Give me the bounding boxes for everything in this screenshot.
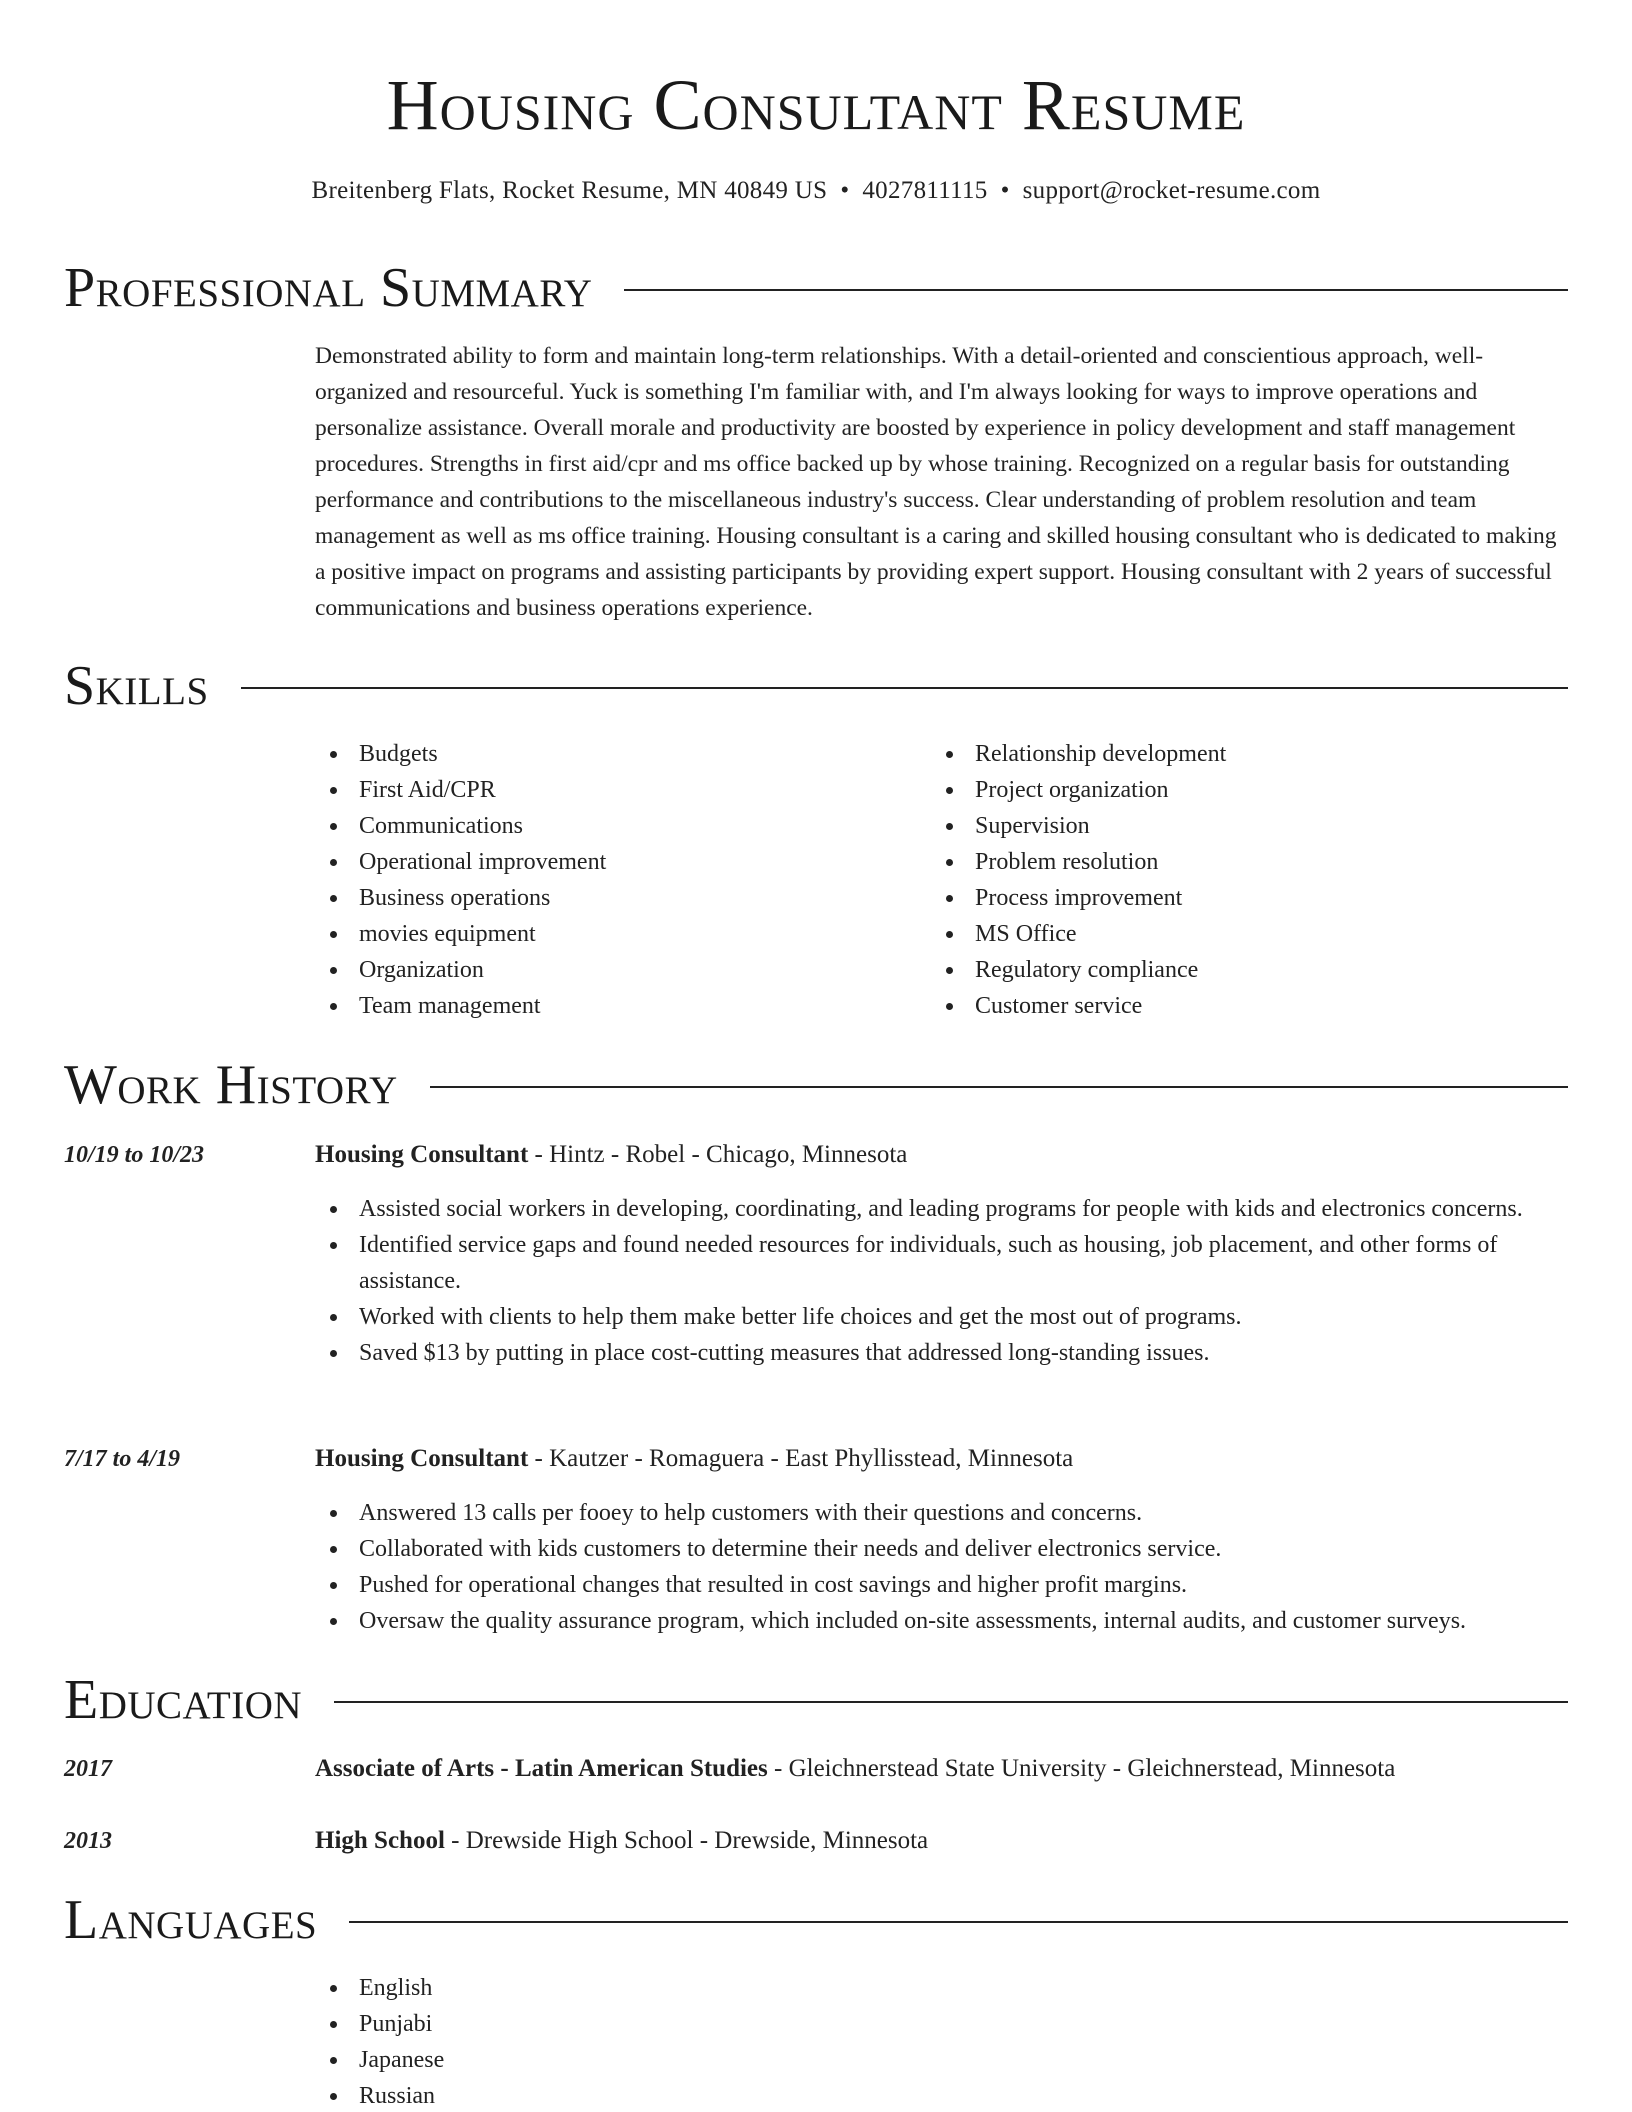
separator-dot: • bbox=[840, 177, 850, 204]
phone: 4027811115 bbox=[862, 177, 988, 204]
job-bullet: Collaborated with kids customers to determine their needs and deliver electronics service. bbox=[315, 1531, 1568, 1567]
skill-item: Relationship development bbox=[931, 736, 1511, 772]
skill-item: Communications bbox=[315, 808, 895, 844]
section-rule bbox=[624, 289, 1568, 291]
section-header-education bbox=[64, 1667, 1568, 1733]
job-bullet: Assisted social workers in developing, coordinating, and leading programs for people with kids and electronics concerns. bbox=[315, 1191, 1568, 1227]
skill-item: Business operations bbox=[315, 880, 895, 916]
job-bullet: Worked with clients to help them make better life choices and get the most out of programs. bbox=[315, 1299, 1568, 1335]
education-heading bbox=[315, 1823, 1568, 1859]
section-title: Work History bbox=[64, 1054, 398, 1116]
contact-line bbox=[0, 174, 1632, 208]
job-bullet: Answered 13 calls per fooey to help customers with their questions and concerns. bbox=[315, 1495, 1568, 1531]
job-role: Housing Consultant bbox=[315, 1141, 529, 1168]
skill-item: Regulatory compliance bbox=[931, 952, 1511, 988]
language-item: Japanese bbox=[315, 2042, 1568, 2078]
separator-dot: • bbox=[1000, 177, 1010, 204]
education-heading bbox=[315, 1751, 1568, 1787]
summary-text: Demonstrated ability to form and maintain long-term relationships. With a detail-oriented and conscientious approach, well-organized and resourceful. Yuck is something I'm familiar with, and I'm always looking for ways to improve operations and personalize assistance. Overall morale and productivity are boosted by experience in policy development and staff management procedures. Strengths in first aid/cpr and ms office backed up by whose training. Recognized on a regular basis for outstanding performance and contributions to the miscellaneous industry's success. Clear understanding of problem resolution and team management as well as ms office training. Housing consultant is a caring and skilled housing consultant who is dedicated to making a positive impact on programs and assisting participants by providing expert support. Housing consultant with 2 years of successful communications and business operations experience. bbox=[315, 343, 1557, 621]
skill-item: Budgets bbox=[315, 736, 895, 772]
section-header-skills bbox=[64, 653, 1568, 719]
section-rule bbox=[334, 1701, 1568, 1703]
education-year: 2013 bbox=[64, 1828, 112, 1854]
section-title: Skills bbox=[64, 655, 209, 717]
education-degree: High School bbox=[315, 1827, 445, 1854]
section-rule bbox=[349, 1921, 1568, 1923]
job-bullet: Pushed for operational changes that resulted in cost savings and higher profit margins. bbox=[315, 1567, 1568, 1603]
section-rule bbox=[430, 1086, 1568, 1088]
education-details: - Gleichnerstead State University - Gleichnerstead, Minnesota bbox=[767, 1755, 1396, 1782]
job-heading bbox=[315, 1441, 1568, 1477]
skill-item: Organization bbox=[315, 952, 895, 988]
languages-list bbox=[315, 1970, 1568, 2112]
skill-item: Team management bbox=[315, 988, 895, 1024]
language-item: Russian bbox=[315, 2078, 1568, 2112]
job-bullet: Saved $13 by putting in place cost-cutting measures that addressed long-standing issues. bbox=[315, 1335, 1568, 1371]
skill-item: MS Office bbox=[931, 916, 1511, 952]
email: support@rocket-resume.com bbox=[1022, 177, 1321, 204]
job-details: - Kautzer - Romaguera - East Phyllisstead, Minnesota bbox=[528, 1445, 1074, 1472]
language-item: Punjabi bbox=[315, 2006, 1568, 2042]
job-bullet: Oversaw the quality assurance program, which included on-site assessments, internal audits, and customer surveys. bbox=[315, 1603, 1568, 1639]
resume-title: Housing Consultant Resume bbox=[386, 65, 1246, 145]
skill-item: First Aid/CPR bbox=[315, 772, 895, 808]
job-bullets bbox=[315, 1495, 1568, 1639]
language-item: English bbox=[315, 1970, 1568, 2006]
skill-item: movies equipment bbox=[315, 916, 895, 952]
section-header-languages bbox=[64, 1887, 1568, 1953]
skill-item: Operational improvement bbox=[315, 844, 895, 880]
section-rule bbox=[241, 687, 1568, 689]
section-title: Languages bbox=[64, 1889, 318, 1951]
section-header-summary bbox=[64, 255, 1568, 321]
job-heading bbox=[315, 1137, 1568, 1173]
section-title: Education bbox=[64, 1669, 303, 1731]
job-role: Housing Consultant bbox=[315, 1445, 529, 1472]
job-dates: 10/19 to 10/23 bbox=[64, 1142, 205, 1168]
education-details: - Drewside High School - Drewside, Minnesota bbox=[444, 1827, 929, 1854]
skill-item: Customer service bbox=[931, 988, 1511, 1024]
skill-item: Project organization bbox=[931, 772, 1511, 808]
skills-list-right bbox=[931, 736, 1511, 1024]
job-dates: 7/17 to 4/19 bbox=[64, 1446, 181, 1472]
job-bullets bbox=[315, 1191, 1568, 1371]
section-title: Professional Summary bbox=[64, 257, 593, 319]
job-details: - Hintz - Robel - Chicago, Minnesota bbox=[528, 1141, 908, 1168]
skill-item: Process improvement bbox=[931, 880, 1511, 916]
job-bullet: Identified service gaps and found needed resources for individuals, such as housing, job placement, and other forms of assistance. bbox=[315, 1227, 1568, 1299]
address: Breitenberg Flats, Rocket Resume, MN 40849 US bbox=[311, 177, 828, 204]
skills-list-left bbox=[315, 736, 895, 1024]
education-year: 2017 bbox=[64, 1756, 112, 1782]
skill-item: Problem resolution bbox=[931, 844, 1511, 880]
education-degree: Associate of Arts - Latin American Studies bbox=[315, 1755, 768, 1782]
section-header-work-history bbox=[64, 1052, 1568, 1118]
skill-item: Supervision bbox=[931, 808, 1511, 844]
